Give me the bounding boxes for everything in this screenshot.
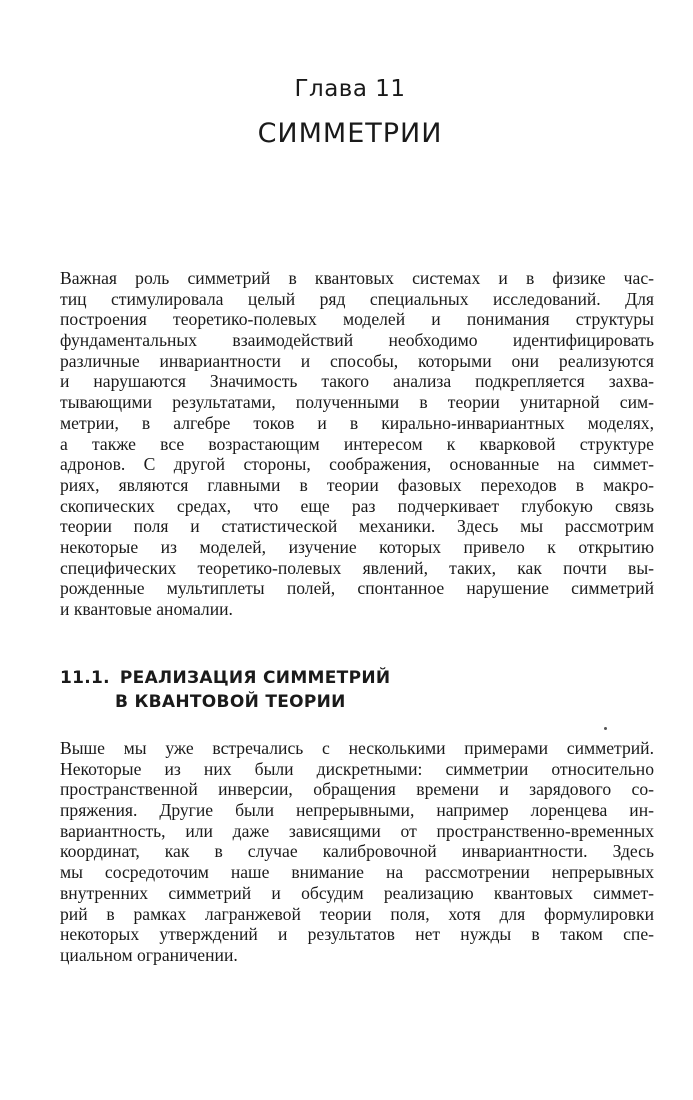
text-line: различные инвариантности и способы, которыми они реализуются	[60, 350, 654, 371]
section-number: 11.1.	[60, 668, 110, 688]
text-line: Некоторые из них были дискретными: симметрии относительно	[60, 758, 654, 779]
text-line: построения теоретико-полевых моделей и понимания структуры	[60, 309, 654, 330]
text-line: пространственной инверсии, обращения времени и зарядового со-	[60, 779, 654, 800]
text-line: адронов. С другой стороны, соображения, основанные на симмет-	[60, 454, 654, 475]
text-line: теории поля и статистической механики. Здесь мы рассмотрим	[60, 516, 654, 537]
text-line: внутренних симметрий и обсудим реализацию квантовых симмет-	[60, 882, 654, 903]
text-line: Выше мы уже встречались с несколькими примерами симметрий.	[60, 738, 654, 758]
section-title-line-2: В КВАНТОВОЙ ТЕОРИИ	[115, 692, 346, 712]
text-line: циальном ограничении.	[60, 944, 238, 965]
text-line: а также все возрастающим интересом к кварковой структуре	[60, 433, 654, 454]
section-paragraph	[60, 738, 654, 966]
chapter-title: СИММЕТРИИ	[257, 118, 443, 149]
section-title-line-1: РЕАЛИЗАЦИЯ СИММЕТРИЙ	[119, 668, 391, 688]
text-line: мы сосредоточим наше внимание на рассмотрении непрерывных	[60, 862, 654, 883]
text-line: риях, являются главными в теории фазовых переходов в макро-	[60, 474, 654, 495]
text-line: фундаментальных взаимодействий необходимо идентифицировать	[60, 330, 654, 351]
intro-paragraph	[60, 268, 654, 620]
text-line: и нарушаются Значимость такого анализа подкрепляется захва-	[60, 371, 654, 392]
text-line: пряжения. Другие были непрерывными, например лоренцева ин-	[60, 800, 654, 821]
text-line: скопических средах, что еще раз подчеркивает глубокую связь	[60, 495, 654, 516]
text-line: рожденные мультиплеты полей, спонтанное нарушение симметрий	[60, 578, 654, 599]
text-line: некоторые из моделей, изучение которых привело к открытию	[60, 536, 654, 557]
print-speck	[604, 727, 607, 730]
text-line: метрии, в алгебре токов и в кирально-инвариантных моделях,	[60, 412, 654, 433]
text-line: Важная роль симметрий в квантовых системах и в физике час-	[60, 268, 654, 288]
text-line: координат, как в случае калибровочной инвариантности. Здесь	[60, 841, 654, 862]
text-line: вариантность, или даже зависящими от пространственно-временных	[60, 820, 654, 841]
text-line: и квантовые аномалии.	[60, 599, 233, 619]
chapter-label: Глава 11	[294, 76, 406, 102]
text-line: рий в рамках лагранжевой теории поля, хотя для формулировки	[60, 903, 654, 924]
text-line: специфических теоретико-полевых явлений, таких, как почти вы-	[60, 557, 654, 578]
section-heading	[60, 666, 390, 714]
text-line: тиц стимулировала целый ряд специальных исследований. Для	[60, 288, 654, 309]
text-line: тывающими результатами, полученными в теории унитарной сим-	[60, 392, 654, 413]
text-line: некоторых утверждений и результатов нет нужды в таком спе-	[60, 924, 654, 945]
